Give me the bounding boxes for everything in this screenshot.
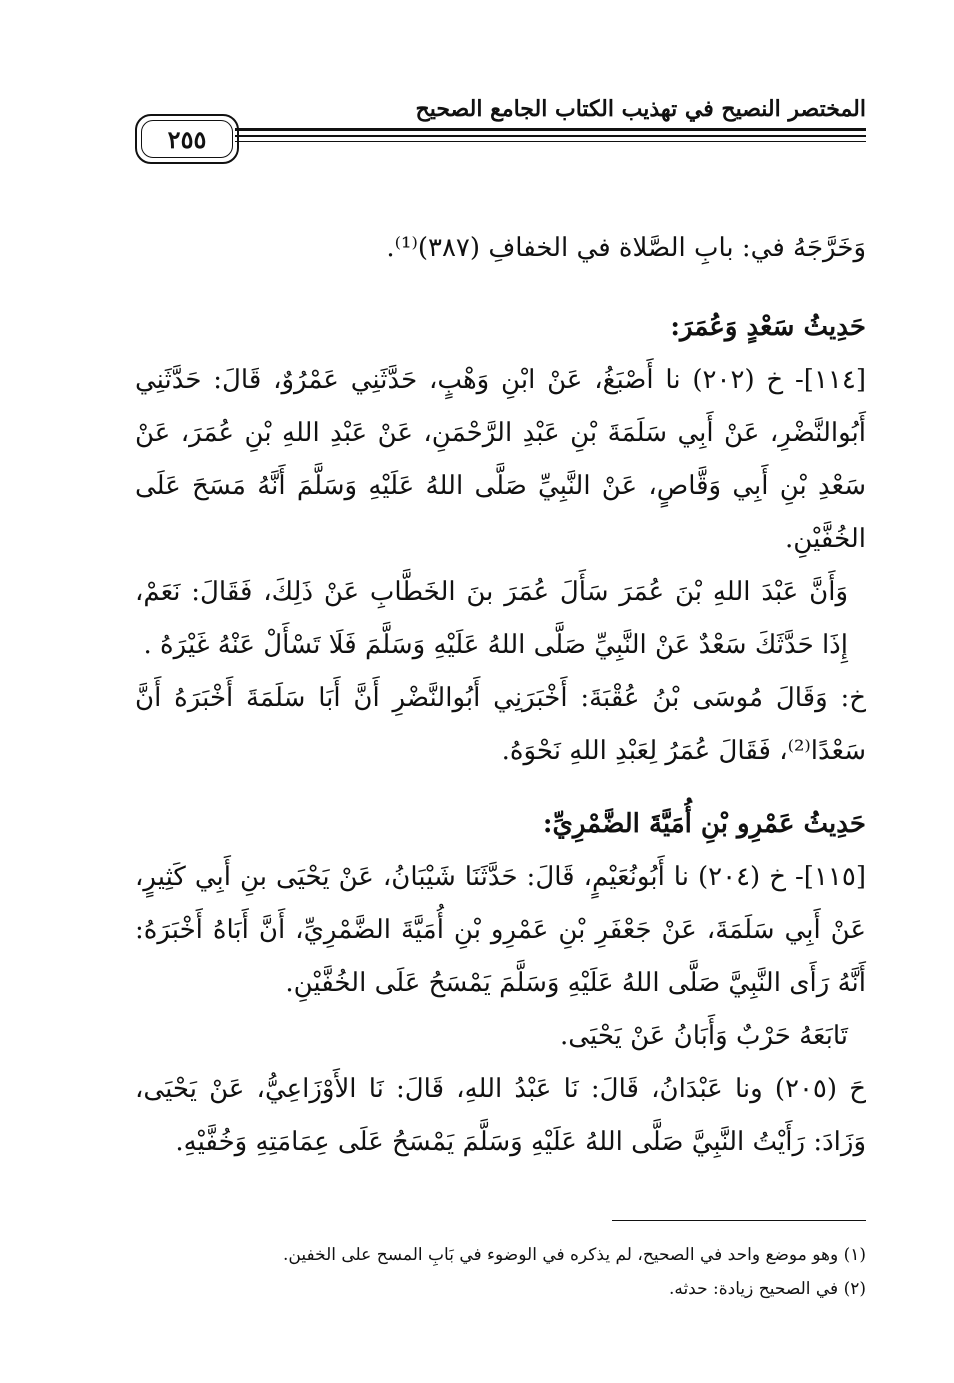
page-number: ٢٥٥ — [167, 124, 207, 154]
section-heading-amr-bin-umayya: حَدِيثُ عَمْرِو بْنِ أُمَيَّةَ الضَّمْرِيِّ: — [542, 809, 866, 839]
main-text — [135, 222, 866, 1169]
footnote-2: (٢) في الصحيح زيادة: حدثه. — [668, 1279, 866, 1299]
paragraph-tabaahu: تَابَعَهُ حَرْبٌ وَأَبَانُ عَنْ يَحْيَى. — [560, 1021, 848, 1051]
header-rule — [235, 128, 866, 131]
footnote-separator — [612, 1220, 866, 1221]
running-header-title: المختصر النصيح في تهذيب الكتاب الجامع الصحيح — [415, 96, 866, 122]
hadith-115: [١١٥]- خ (٢٠٤) نا أَبُونُعَيْمٍ، قَالَ: حَدَّثَنَا شَيْبَانُ، عَنْ يَحْيَى بنِ أَبِي كَثِيرٍ، عَنْ أَبِي سَلَمَةَ، عَنْ جَعْفَرِ بْنِ عَمْرِو بْنِ أُمَيَّةَ الضَّمْرِيِّ، أَنَّ أَبَاهُ أَخْبَرَهُ: أَنَّهُ رَأَى النَّبِيَّ صَلَّى اللهُ عَلَيْهِ وَسَلَّمَ يَمْسَحُ عَلَى الخُفَّيْنِ. — [135, 862, 867, 998]
section-heading-saad-umar: حَدِيثُ سَعْدٍ وَعُمَرَ: — [670, 312, 866, 342]
page-number-frame — [135, 114, 239, 164]
paragraph-umar-answer: وَأَنَّ عَبْدَ اللهِ بْنَ عُمَرَ سَأَلَ عُمَرَ بنَ الخَطَّابِ عَنْ ذَلِكَ، فَقَالَ: نَعَمْ، إِذَا حَدَّثَكَ سَعْدٌ عَنْ النَّبِيِّ صَلَّى اللهُ عَلَيْهِ وَسَلَّمَ فَلَا تَسْأَلْ عَنْهُ غَيْرَهُ . — [135, 577, 848, 660]
header-rule — [235, 141, 866, 142]
header-rule — [235, 135, 866, 137]
footnote-1: (١) وهو موضع واحد في الصحيح، لم يذكره في الوضوء في بَابِ المسح على الخفين. — [283, 1245, 866, 1265]
footnotes — [135, 1238, 866, 1306]
paragraph-205: حَ (٢٠٥) ونا عَبْدَانُ، قَالَ: نَا عَبْدُ اللهِ، قَالَ: نَا الأَوْزَاعِيُّ، عَنْ يَحْيَى، وَزَادَ: رَأَيْتُ النَّبِيَّ صَلَّى اللهُ عَلَيْهِ وَسَلَّمَ يَمْسَحُ عَلَى عِمَامَتِهِ وَخُفَّيْهِ. — [135, 1074, 866, 1157]
paragraph-musa-bin-uqba: خ: وَقَالَ مُوسَى بْنُ عُقْبَةَ: أَخْبَرَنِي أَبُوالنَّضْرِ أَنَّ أَبَا سَلَمَةَ أَخْبَرَهُ أَنَّ سَعْدًا⁽²⁾، فَقَالَ عُمَرُ لِعَبْدِ اللهِ نَحْوَهُ. — [135, 683, 866, 766]
paragraph-takhrij: وَخَرَّجَهُ في: بابِ الصَّلاة في الخفافِ (٣٨٧)⁽¹⁾. — [386, 233, 866, 263]
hadith-114: [١١٤]- خ (٢٠٢) نا أَصْبَغُ، عَنْ ابْنِ وَهْبٍ، حَدَّثَنِي عَمْرُوٌ، قَالَ: حَدَّثَنِي أَبُوالنَّضْرِ، عَنْ أَبِي سَلَمَةَ بْنِ عَبْدِ الرَّحْمَنِ، عَنْ عَبْدِ اللهِ بْنِ عُمَرَ، عَنْ سَعْدِ بْنِ أَبِي وَقَّاصٍ، عَنْ النَّبِيِّ صَلَّى اللهُ عَلَيْهِ وَسَلَّمَ أَنَّهُ مَسَحَ عَلَى الخُفَّيْنِ. — [135, 365, 866, 554]
